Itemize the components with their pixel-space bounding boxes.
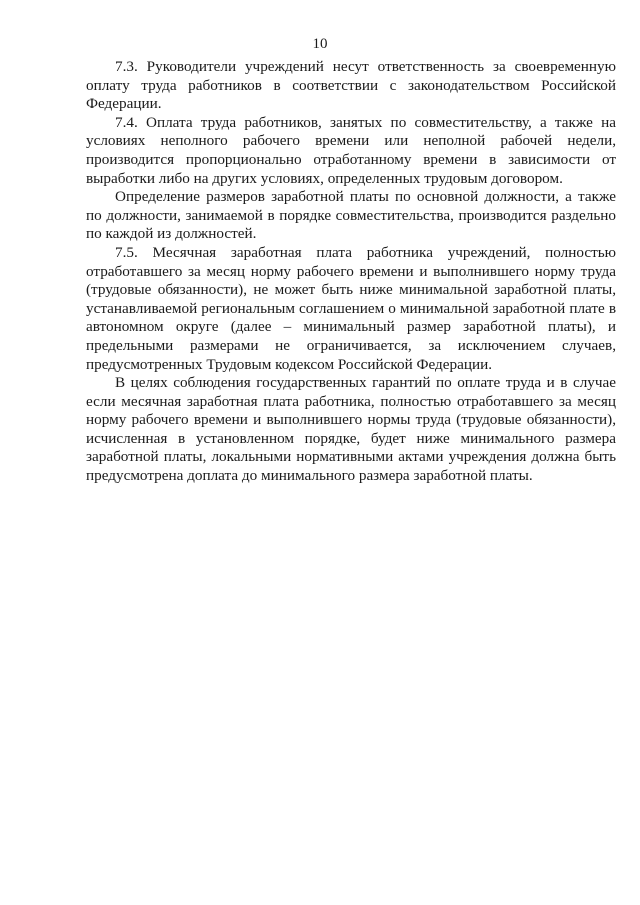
paragraph-7-5: 7.5. Месячная заработная плата работника учреждений, полностью отработавшего за месяц норму рабочего времени и выполнившего норму труда (трудовые обязанности), не может быть ниже минимальной заработной платы, устанавливаемой региональным соглашением о минимальной заработной плате в автономном округе (далее – минимальный размер заработной платы), и предельными размерами не ограничивается, за исключением случаев, предусмотренных Трудовым кодексом Российской Федерации.: [86, 243, 616, 373]
paragraph-7-4: 7.4. Оплата труда работников, занятых по совместительству, а также на условиях неполного рабочего времени или неполной рабочей недели, производится пропорционально отработанному времени в зависимости от выработки либо на других условиях, определенных трудовым договором.: [86, 113, 616, 187]
document-body: [86, 58, 616, 486]
page-number: 10: [312, 36, 328, 52]
paragraph-7-3: 7.3. Руководители учреждений несут ответственность за своевременную оплату труда работников в соответствии с законодательством Российской Федерации.: [86, 58, 616, 113]
paragraph-salary-determination: Определение размеров заработной платы по основной должности, а также по должности, занимаемой в порядке совместительства, производится раздельно по каждой из должностей.: [86, 188, 616, 243]
paragraph-state-guarantees: В целях соблюдения государственных гарантий по оплате труда и в случае если месячная заработная плата работника, полностью отработавшего за месяц норму рабочего времени и выполнившего нормы труда (трудовые обязанности), исчисленная в установленном порядке, будет ниже минимального размера заработной платы, локальными нормативными актами учреждения должна быть предусмотрена доплата до минимального размера заработной платы.: [86, 374, 616, 485]
